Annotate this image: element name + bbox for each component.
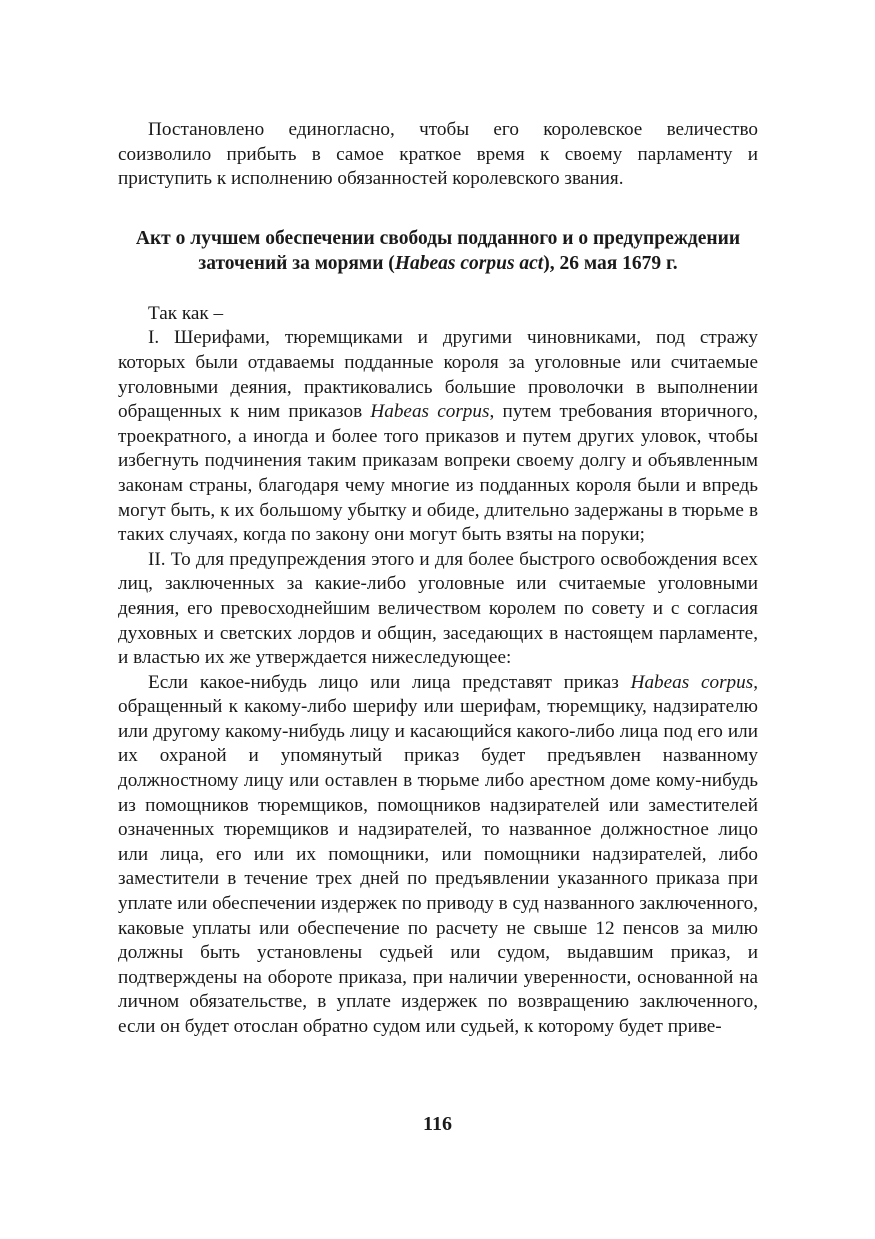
paragraph-section-1-text-a: I. Шерифами, тюремщиками и другими чиновниками, под стражу которых были отдаваемы подданные короля за уголовные или считаемые уголовными деяния, практиковались большие проволочки в выполнении обращенных к ним приказов bbox=[118, 327, 758, 423]
act-heading-part2: ), 26 мая 1679 г. bbox=[543, 252, 678, 274]
page-number: 116 bbox=[423, 1113, 452, 1135]
paragraph-section-1-text-b: , путем требования вторичного, троекратного, а иногда и более того приказов и путем других уловок, чтобы избегнуть подчинения таким приказам вопреки своему долгу и объявленным законам страны, благодаря чему многие из подданных короля были и впредь могут быть, к их большому убытку и обиде, длительно задержаны в тюрьме в таких случаях, когда по закону они могут быть взяты на поруки; bbox=[118, 401, 758, 546]
paragraph-habeas-italic: Habeas corpus bbox=[630, 671, 754, 693]
act-heading bbox=[118, 226, 758, 276]
paragraph-habeas-text-b: , обращенный к какому-либо шерифу или шерифам, тюремщику, надзирателю или другому какому-нибудь лицу и касающийся какого-либо лица под его или их охраной и упомянутый приказ будет предъявлен названному должностному лицу или оставлен в тюрьме либо арестном доме кому-нибудь из помощников тюремщиков, помощников надзирателей или заместителей означенных тюремщиков и надзирателей, то названное должностное лицо или лица, его или их помощники, или помощники надзирателей, либо заместители в течение трех дней по предъявлении указанного приказа при уплате или обеспечении издержек по приводу в суд названного заключенного, каковые уплаты или обеспечение по расчету не свыше 12 пенсов за милю должны быть установлены судьей или судом, выдавшим приказ, и подтверждены на обороте приказа, при наличии уверенности, основанной на личном обязательстве, в уплате издержек по возвращению заключенного, если он будет отослан обратно судом или судьей, к которому будет приве- bbox=[118, 671, 759, 1037]
paragraph-section-2: II. То для предупреждения этого и для более быстрого освобождения всех лиц, заключенных за какие-либо уголовные или считаемые уголовными деяния, его превосходнейшим величеством королем по совету и с согласия духовных и светских лордов и общин, заседающих в настоящем парламенте, и властью их же утверждается нижеследующее: bbox=[118, 548, 758, 669]
paragraph-habeas-text-a: Если какое-нибудь лицо или лица представят приказ bbox=[148, 671, 631, 693]
paragraph-whereas: Так как – bbox=[148, 302, 224, 324]
intro-paragraph: Постановлено единогласно, чтобы его королевское величество соизволило прибыть в самое краткое время к своему парламенту и приступить к исполнению обязанностей королевского звания. bbox=[118, 119, 758, 190]
act-heading-italic: Habeas corpus act bbox=[394, 252, 544, 274]
paragraph-habeas bbox=[118, 671, 758, 1040]
paragraph-section-1-italic: Habeas corpus bbox=[370, 401, 490, 423]
page-body bbox=[118, 118, 758, 1040]
act-heading-part1: Акт о лучшем обеспечении свободы подданного и о предупреждении заточений за морями ( bbox=[135, 227, 741, 274]
paragraph-section-1 bbox=[118, 326, 758, 547]
